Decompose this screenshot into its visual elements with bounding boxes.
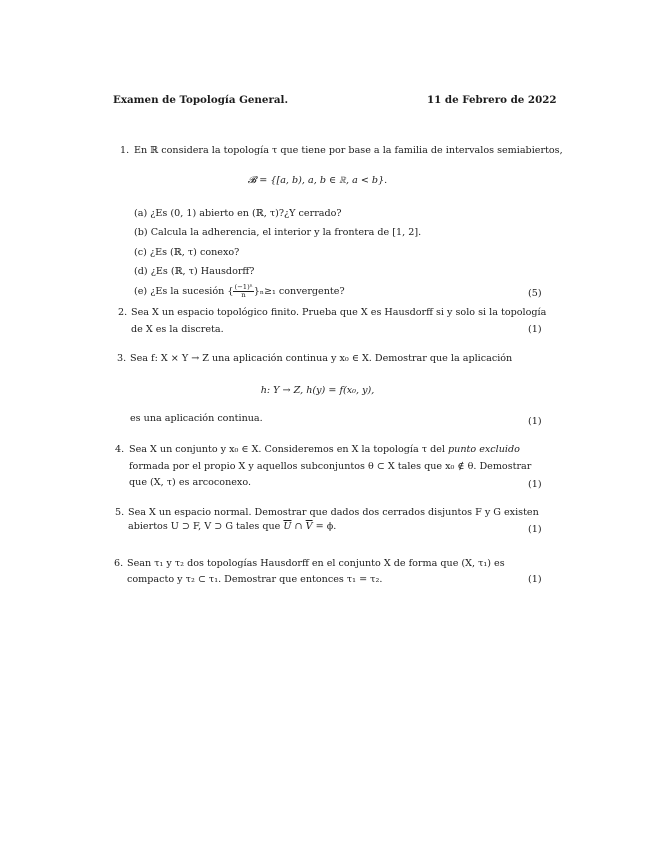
question-points: (1) bbox=[528, 479, 542, 490]
question-number: 5. bbox=[115, 507, 125, 518]
question-text: Sea X un espacio topológico finito. Prueba que X es Hausdorff si y solo si la topología bbox=[131, 307, 547, 318]
fraction-numerator: (−1)ⁿ bbox=[234, 283, 253, 291]
question-text: Sea f: X × Y → Z una aplicación continua y x₀ ∈ X. Demostrar que la aplicación bbox=[130, 353, 513, 364]
part-text: ¿Es (0, 1) abierto en (ℝ, τ)?¿Y cerrado? bbox=[150, 208, 342, 219]
question-text: compacto y τ₂ ⊂ τ₁. Demostrar que entonces τ₁ = τ₂. bbox=[127, 574, 383, 585]
closure-u: $\overline{U}$ bbox=[283, 521, 292, 532]
fraction-denominator: n bbox=[241, 291, 246, 299]
part-e bbox=[134, 284, 345, 299]
question-text: En ℝ considera la topología τ que tiene por base a la familia de intervalos semiabiertos, bbox=[134, 145, 563, 156]
part-a bbox=[134, 208, 342, 219]
exam-date: 11 de Febrero de 2022 bbox=[427, 94, 557, 106]
part-label: (a) bbox=[134, 208, 148, 219]
part-b bbox=[134, 227, 421, 238]
part-label: (c) bbox=[134, 247, 147, 258]
question-number: 6. bbox=[114, 558, 124, 569]
part-label: (e) bbox=[134, 286, 148, 297]
question-points: (1) bbox=[528, 416, 542, 427]
question-points: (1) bbox=[528, 574, 542, 585]
question-text: Sea X un espacio normal. Demostrar que dados dos cerrados disjuntos F y G existen bbox=[128, 507, 539, 518]
closure-v: $\overline{V}$ bbox=[305, 521, 313, 532]
question-points: (5) bbox=[528, 288, 542, 299]
question-text: es una aplicación continua. bbox=[130, 413, 263, 424]
question-text: abiertos U ⊃ F, V ⊃ G tales que $\overline{U}$ ∩ $\overline{V} = \phi$. bbox=[128, 521, 337, 532]
part-label: (d) bbox=[134, 266, 148, 277]
question-points: (1) bbox=[528, 524, 542, 535]
emphasis-text: punto excluido bbox=[448, 444, 520, 455]
part-c bbox=[134, 247, 239, 258]
question-number: 4. bbox=[115, 444, 125, 455]
question-text: de X es la discreta. bbox=[131, 324, 224, 335]
question-text: Sean τ₁ y τ₂ dos topologías Hausdorff en el conjunto X de forma que (X, τ₁) es bbox=[127, 558, 505, 569]
basis-formula: 𝓑 = {[a, b), a, b ∈ ℝ, a < b}. bbox=[247, 175, 388, 186]
question-text: Sea X un conjunto y x₀ ∈ X. Consideremos en X la topología τ del punto excluido bbox=[129, 444, 520, 455]
part-label: (b) bbox=[134, 227, 148, 238]
part-text: ¿Es (ℝ, τ) conexo? bbox=[149, 247, 240, 258]
part-d bbox=[134, 266, 254, 277]
question-text: que (X, τ) es arcoconexo. bbox=[129, 477, 251, 488]
part-text: ¿Es (ℝ, τ) Hausdorff? bbox=[150, 266, 255, 277]
part-text: Calcula la adherencia, el interior y la frontera de [1, 2]. bbox=[150, 227, 422, 238]
question-number: 3. bbox=[117, 353, 127, 364]
part-text-before: ¿Es la sucesión { bbox=[150, 286, 234, 297]
exam-title: Examen de Topología General. bbox=[113, 94, 289, 106]
sequence-fraction bbox=[233, 284, 253, 299]
question-text: formada por el propio X y aquellos subconjuntos θ ⊂ X tales que x₀ ∉ θ. Demostrar bbox=[129, 461, 532, 472]
question-number: 2. bbox=[118, 307, 128, 318]
part-text-after: }ₙ≥₁ convergente? bbox=[253, 286, 345, 297]
map-formula: h: Y → Z, h(y) = f(x₀, y), bbox=[260, 385, 375, 396]
question-points: (1) bbox=[528, 324, 542, 335]
question-number: 1. bbox=[120, 145, 130, 156]
